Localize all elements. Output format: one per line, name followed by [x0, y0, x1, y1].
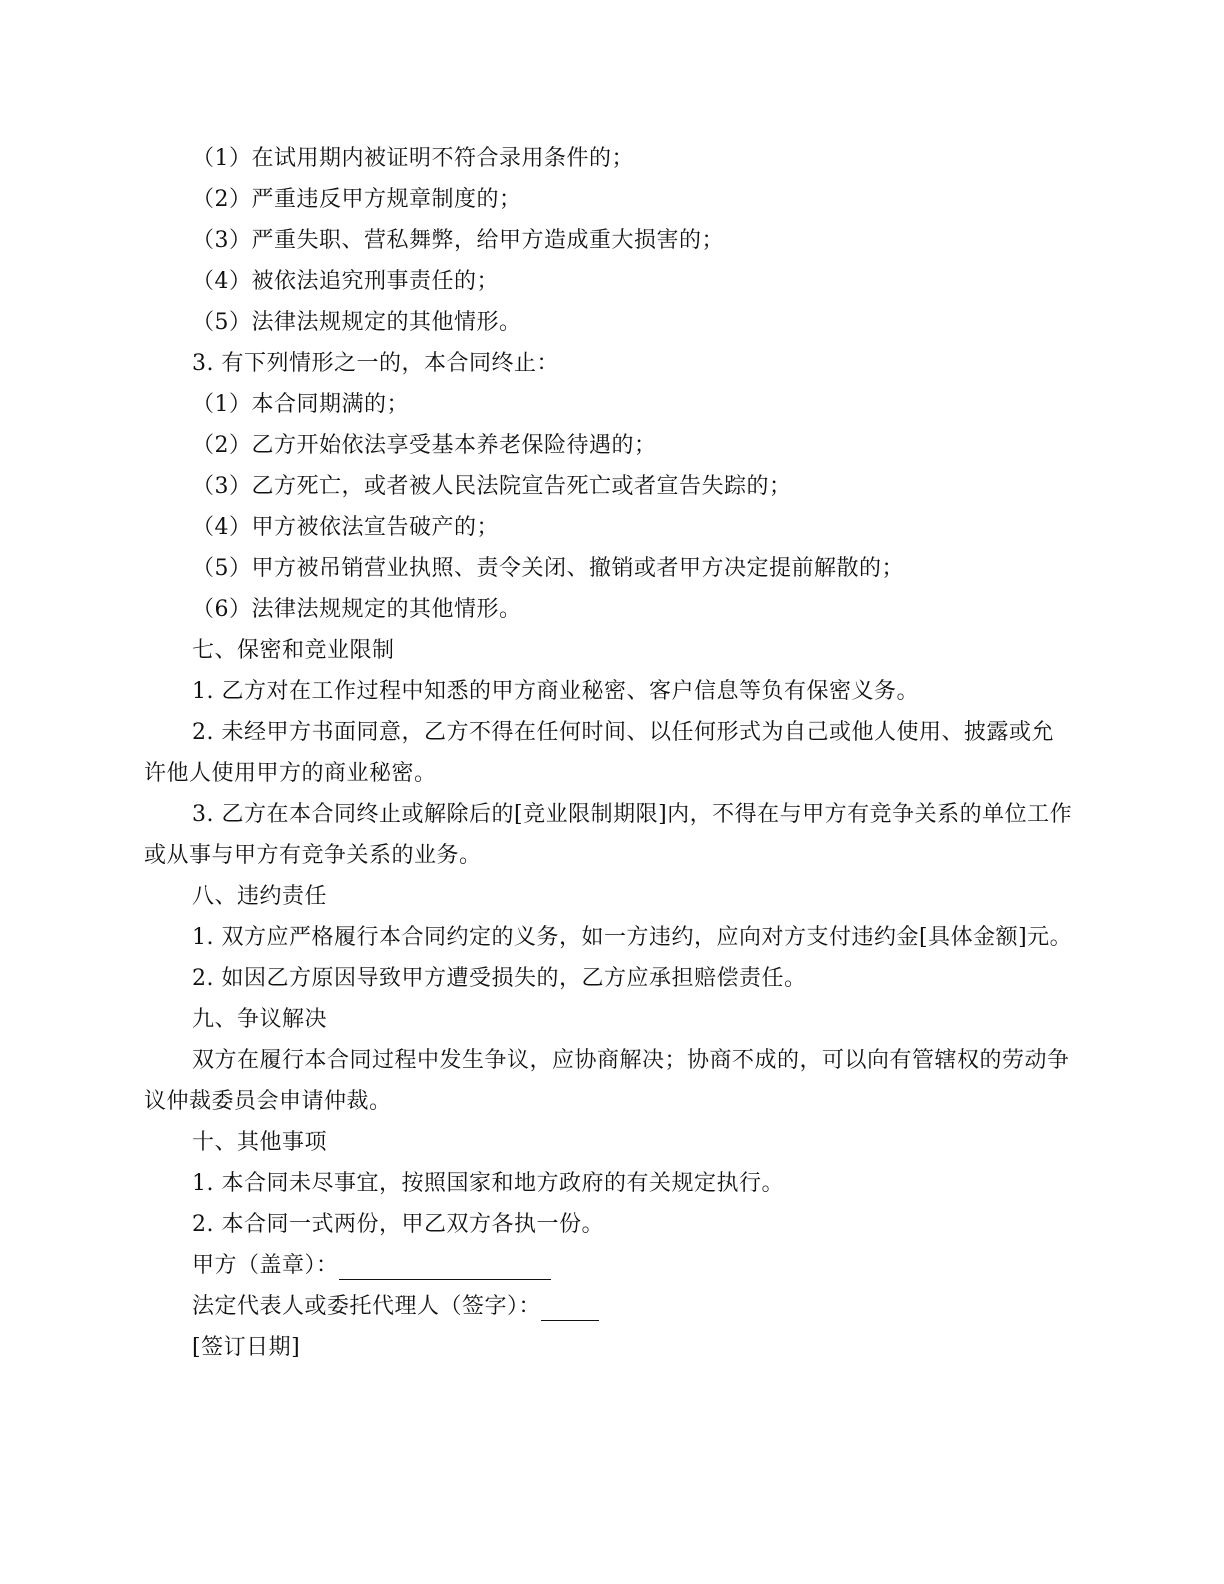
clause-item: （1）本合同期满的； [192, 392, 409, 417]
signing-date: [签订日期] [192, 1335, 301, 1360]
clause-item: 3. 乙方在本合同终止或解除后的[竞业限制期限]内，不得在与甲方有竞争关系的单位工作或从事与甲方有竞争关系的业务。 [144, 802, 1073, 868]
clause-item: （2）乙方开始依法享受基本养老保险待遇的； [192, 433, 657, 458]
section-heading: 八、违约责任 [192, 884, 328, 909]
party-a-label: 甲方（盖章）： [192, 1253, 339, 1278]
clause-item: 1. 本合同未尽事宜，按照国家和地方政府的有关规定执行。 [192, 1171, 784, 1196]
section-heading: 十、其他事项 [192, 1130, 328, 1155]
clause-item: （3）严重失职、营私舞弊，给甲方造成重大损害的； [192, 228, 724, 253]
clause-item: （2）严重违反甲方规章制度的； [192, 187, 522, 212]
clause-item: （5）法律法规规定的其他情形。 [192, 310, 522, 335]
clause-item: （4）被依法追究刑事责任的； [192, 269, 499, 294]
document-body [144, 138, 1074, 1368]
clause-item: 双方在履行本合同过程中发生争议，应协商解决；协商不成的，可以向有管辖权的劳动争议仲裁委员会申请仲裁。 [144, 1048, 1070, 1114]
section-heading: 七、保密和竞业限制 [192, 638, 395, 663]
clause-item: 2. 如因乙方原因导致甲方遭受损失的，乙方应承担赔偿责任。 [192, 966, 807, 991]
clause-item: 2. 未经甲方书面同意，乙方不得在任何时间、以任何形式为自己或他人使用、披露或允许他人使用甲方的商业秘密。 [144, 720, 1054, 786]
representative-signature-blank [541, 1294, 599, 1321]
clause-item: （3）乙方死亡，或者被人民法院宣告死亡或者宣告失踪的； [192, 474, 792, 499]
party-a-seal-blank [339, 1253, 551, 1280]
clause-item: 1. 乙方对在工作过程中知悉的甲方商业秘密、客户信息等负有保密义务。 [192, 679, 919, 704]
party-a-signature-line [144, 1245, 1074, 1286]
section-heading: 九、争议解决 [192, 1007, 328, 1032]
clause-item: 1. 双方应严格履行本合同约定的义务，如一方违约，应向对方支付违约金[具体金额]元。 [192, 925, 1073, 950]
clause-item: 2. 本合同一式两份，甲乙双方各执一份。 [192, 1212, 604, 1237]
clause-item: （1）在试用期内被证明不符合录用条件的； [192, 146, 634, 171]
representative-signature-line [144, 1286, 1074, 1327]
representative-label: 法定代表人或委托代理人（签字）： [192, 1294, 542, 1319]
clause-item: （5）甲方被吊销营业执照、责令关闭、撤销或者甲方决定提前解散的； [192, 556, 904, 581]
clause-item: （4）甲方被依法宣告破产的； [192, 515, 499, 540]
clause-item: 3. 有下列情形之一的，本合同终止： [192, 351, 559, 376]
clause-item: （6）法律法规规定的其他情形。 [192, 597, 522, 622]
